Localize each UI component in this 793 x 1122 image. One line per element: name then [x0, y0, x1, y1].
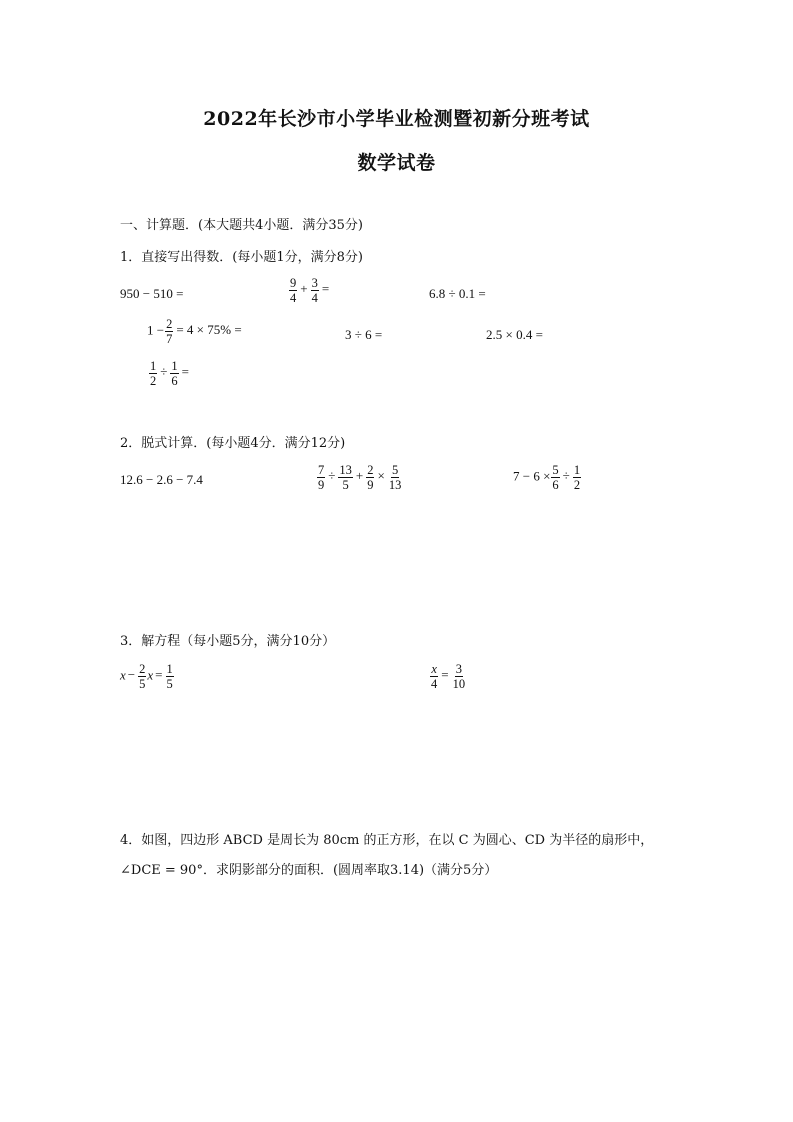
operator: ÷ — [160, 364, 168, 380]
numerator: 2 — [367, 463, 374, 477]
numerator: 1 — [171, 359, 178, 373]
expression-lead: 1 − — [147, 322, 165, 338]
denominator: 4 — [290, 291, 297, 305]
question-4-line-2: ∠DCE = 90°．求阴影部分的面积．(圆周率取3.14)（满分5分） — [120, 863, 498, 878]
q1-problem-3: 6.8 ÷ 0.1 = — [429, 286, 486, 301]
operator: − — [127, 667, 136, 683]
denominator: 7 — [166, 332, 173, 346]
numerator: 5 — [391, 463, 399, 477]
fraction — [430, 662, 438, 691]
equals: = — [441, 667, 449, 683]
numerator: 1 — [166, 662, 173, 676]
question-3-label: 3．解方程（每小题5分，满分10分） — [120, 634, 336, 649]
q1-problem-5: 3 ÷ 6 = — [345, 327, 383, 342]
operator: + — [300, 281, 308, 297]
fraction — [170, 359, 178, 388]
numerator: 1 — [573, 463, 581, 477]
fraction — [452, 662, 467, 691]
fraction — [366, 463, 374, 492]
numerator: 1 — [150, 359, 157, 373]
operator: + — [355, 468, 364, 484]
variable: x — [120, 667, 126, 683]
denominator: 9 — [318, 478, 325, 492]
fraction — [289, 276, 297, 305]
q1-problem-4 — [147, 317, 244, 346]
fraction — [166, 662, 174, 691]
q2-expression-3 — [513, 463, 582, 492]
q1-problem-6: 2.5 × 0.4 = — [486, 327, 543, 342]
fraction — [165, 317, 173, 346]
numerator: 3 — [455, 662, 462, 676]
denominator: 2 — [573, 478, 581, 492]
equals: = — [321, 281, 330, 297]
numerator: x — [431, 662, 437, 676]
q3-equation-2 — [429, 662, 467, 691]
operator: ÷ — [328, 468, 336, 484]
fraction — [551, 463, 559, 492]
denominator: 13 — [388, 478, 402, 492]
fraction — [388, 463, 403, 492]
denominator: 10 — [452, 677, 466, 691]
numerator: 3 — [311, 276, 318, 290]
fraction — [138, 662, 146, 691]
fraction — [311, 276, 319, 305]
numerator: 7 — [318, 463, 325, 477]
q1-problem-2 — [288, 276, 331, 305]
exam-subtitle: 数学试卷 — [357, 152, 436, 174]
exam-title: 2022年长沙市小学毕业检测暨初新分班考试 — [203, 108, 590, 130]
fraction — [573, 463, 581, 492]
q2-expression-1: 12.6 − 2.6 − 7.4 — [120, 472, 203, 487]
operator: × — [377, 468, 385, 484]
numerator: 2 — [166, 317, 173, 331]
expression-lead: 7 − 6 × — [513, 468, 551, 484]
denominator: 4 — [431, 677, 438, 691]
expression-tail: = 4 × 75% = — [176, 322, 242, 338]
numerator: 9 — [290, 276, 297, 290]
denominator: 5 — [139, 677, 146, 691]
q2-expression-2 — [316, 463, 403, 492]
denominator: 6 — [171, 374, 178, 388]
denominator: 6 — [552, 478, 559, 492]
denominator: 9 — [367, 478, 374, 492]
q3-equation-1 — [120, 662, 175, 691]
denominator: 5 — [166, 677, 173, 691]
fraction — [338, 463, 353, 492]
question-4-line-1: 4．如图，四边形 ABCD 是周长为 80cm 的正方形，在以 C 为圆心、CD 为半径的扇形中， — [120, 833, 654, 848]
q1-problem-1: 950 − 510 = — [120, 286, 184, 301]
operator: ÷ — [562, 468, 570, 484]
fraction — [149, 359, 157, 388]
fraction — [317, 463, 325, 492]
denominator: 4 — [311, 291, 318, 305]
equals: = — [155, 667, 163, 683]
numerator: 5 — [552, 463, 559, 477]
equals: = — [181, 364, 189, 380]
numerator: 13 — [339, 463, 352, 477]
section-heading: 一、计算题．(本大题共4小题．满分35分) — [120, 218, 363, 233]
question-2-label: 2．脱式计算．(每小题4分．满分12分) — [120, 436, 346, 451]
variable: x — [147, 667, 154, 683]
question-1-label: 1．直接写出得数．(每小题1分，满分8分) — [120, 250, 363, 265]
denominator: 2 — [150, 374, 157, 388]
numerator: 2 — [139, 662, 146, 676]
denominator: 5 — [342, 478, 349, 492]
q1-problem-7 — [148, 359, 191, 388]
